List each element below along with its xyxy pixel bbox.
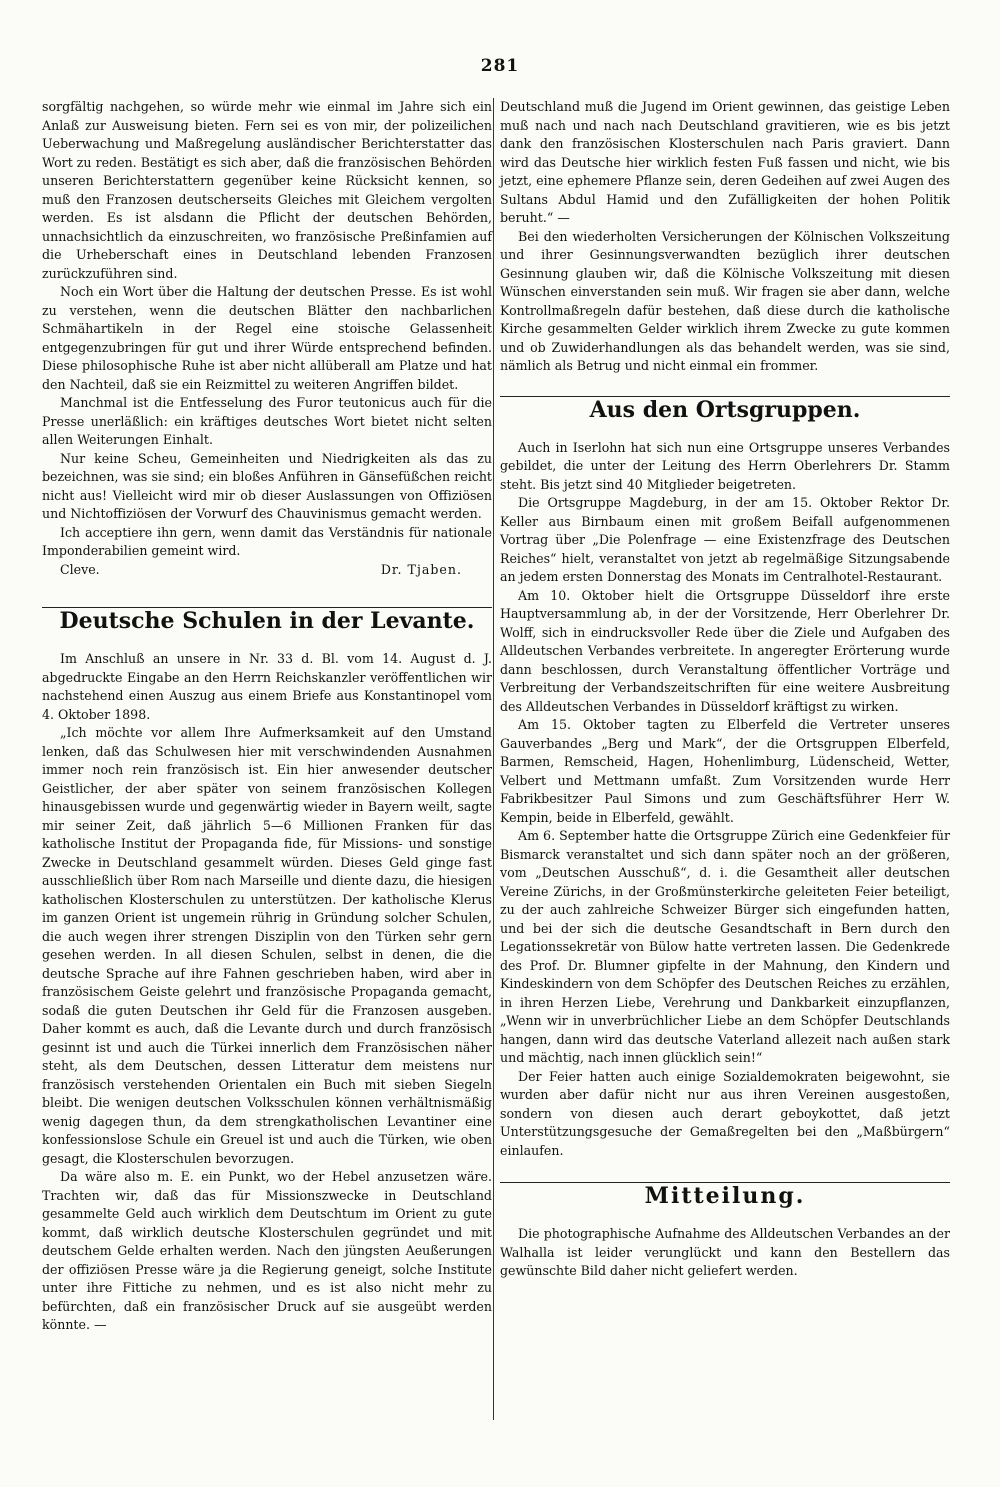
signature-name: Dr. Tjaben.: [380, 561, 462, 577]
paragraph: Am 15. Oktober tagten zu Elberfeld die Vertreter unseres Gauverbandes „Berg und Mark“, der die Ortsgruppen Elberfeld, Barmen, Remscheid, Hagen, Hohenlimburg, Lüdenscheid, Wetter, Velbert und Mettmann umfaßt. Zum Vorsitzenden wurde Herr Fabrikbesitzer Paul Simons und zum Geschäftsführer Herr W. Kempin, beide in Elberfeld, gewählt.: [500, 717, 950, 825]
paragraph: Die Ortsgruppe Magdeburg, in der am 15. Oktober Rektor Dr. Keller aus Birnbaum einen mit großem Beifall aufgenommenen Vortrag über „Die Polenfrage — eine Existenzfrage des Deutschen Reiches“ hielt, veranstaltet von jetzt ab regelmäßige Sitzungsabende an jedem ersten Donnerstag des Monats im Centralhotel-Restaurant.: [500, 495, 950, 584]
section-heading-ortsgruppen: Aus den Ortsgruppen.: [500, 396, 950, 423]
left-column: [42, 98, 492, 1335]
paragraph: Am 10. Oktober hielt die Ortsgruppe Düsseldorf ihre erste Hauptversammlung ab, in der der Vorsitzende, Herr Oberlehrer Dr. Wolff, sich in eindrucksvoller Rede über die Ziele und Aufgaben des Alldeutschen Verbandes verbreitete. In angeregter Erörterung wurde dann beschlossen, durch Veranstaltung öffentlicher Vorträge und Verbreitung der Verbandszeitschriften für eine weitere Ausbreitung des Alldeutschen Verbandes in Düsseldorf kräftigst zu wirken.: [500, 587, 950, 714]
column-divider: [493, 98, 494, 1420]
page-number: 281: [480, 56, 520, 76]
paragraph: Noch ein Wort über die Haltung der deutschen Presse. Es ist wohl zu verstehen, wenn die deutschen Blätter den nachbarlichen Schmähartikeln in der Regel eine stoische Gelassenheit entgegenzubringen für gut und ihrer Würde entsprechend befinden. Diese philosophische Ruhe ist aber nicht allüberall am Platze und hat den Nachteil, daß sie ein Reizmittel zu weiteren Angriffen bildet.: [42, 284, 492, 392]
right-column: [500, 98, 950, 1281]
section-heading-mitteilung: Mitteilung.: [500, 1182, 950, 1209]
paragraph: Ich acceptiere ihn gern, wenn damit das Verständnis für nationale Imponderabilien gemeint wird.: [42, 524, 492, 558]
paragraph: Auch in Iserlohn hat sich nun eine Ortsgruppe unseres Verbandes gebildet, die unter der Leitung des Herrn Oberlehrers Dr. Stamm steht. Bis jetzt sind 40 Mitglieder beigetreten.: [500, 439, 950, 492]
paragraph: Bei den wiederholten Versicherungen der Kölnischen Volkszeitung und ihrer Gesinnungsverwandten bezüglich ihrer deutschen Gesinnung glauben wir, daß die Kölnische Volkszeitung mit diesen Wünschen einverstanden sein muß. Wir fragen sie aber dann, welche Kontrollmaßregeln dafür bestehen, daß diese durch die katholische Kirche gesammelten Gelder wirklich ihrem Zwecke zu gute kommen und ob Zuwiderhandlungen als das behandelt werden, was sie sind, nämlich als Betrug und nicht einmal ein frommer.: [500, 228, 950, 373]
signature-line: [42, 561, 492, 580]
paragraph: Am 6. September hatte die Ortsgruppe Zürich eine Gedenkfeier für Bismarck veranstaltet und sich dann später noch an der größeren, vom „Deutschen Ausschuß“, d. i. die Gesamtheit aller deutschen Vereine Zürichs, in der Großmünsterkirche geleiteten Feier beteiligt, zu der auch zahlreiche Schweizer Bürger sich eingefunden hatten, und bei der sich die deutsche Gesandtschaft in Bern durch den Legationssekretär von Bülow hatte vertreten lassen. Die Gedenkrede des Prof. Dr. Blumner gipfelte in der Mahnung, den Kindern und Kindeskindern von dem Schöpfer des Deutschen Reiches zu erzählen, in ihren Herzen Liebe, Verehrung und Dankbarkeit einzupflanzen, „Wenn wir in unverbrüchlicher Liebe an dem Schöpfer Deutschlands hangen, dann wird das deutsche Vaterland allezeit nach außen stark und mächtig, nach innen glücklich sein!“: [500, 828, 950, 1065]
paragraph: sorgfältig nachgehen, so würde mehr wie einmal im Jahre sich ein Anlaß zur Ausweisung bieten. Fern sei es von mir, der polizeilichen Ueberwachung und Maßregelung ausländischer Berichterstatter das Wort zu reden. Bestätigt es sich aber, daß die französischen Behörden unseren Berichterstattern gegenüber keine Rücksicht kennen, so muß den Franzosen deutscherseits Gleiches mit Gleichem vergolten werden. Es ist alsdann die Pflicht der deutschen Behörden, unnachsichtlich da einzuschreiten, wo französische Preßinfamien auf die Urheberschaft eines in Deutschland lebenden Franzosen zurückzuführen sind.: [42, 99, 492, 281]
paragraph: Deutschland muß die Jugend im Orient gewinnen, das geistige Leben muß nach und nach nach Deutschland gravitieren, wie es bis jetzt dank den französischen Klosterschulen nach Paris graviert. Dann wird das Deutsche hier wirklich festen Fuß fassen und nicht, wie bis jetzt, eine ephemere Pflanze sein, deren Gedeihen auf zwei Augen des Sultans Abdul Hamid und den Zufälligkeiten der hohen Politik beruht.“ —: [500, 99, 950, 225]
paragraph: Die photographische Aufnahme des Alldeutschen Verbandes an der Walhalla ist leider verunglückt und kann den Bestellern das gewünschte Bild daher nicht geliefert werden.: [500, 1226, 950, 1278]
paragraph: Manchmal ist die Entfesselung des Furor teutonicus auch für die Presse unerläßlich: ein kräftiges deutsches Wort bietet nicht selten allen Weiterungen Einhalt.: [42, 395, 492, 447]
paragraph: Nur keine Scheu, Gemeinheiten und Niedrigkeiten als das zu bezeichnen, was sie sind; ein bloßes Anführen in Gänsefüßchen reicht nicht aus! Vielleicht wird mir ob dieser Auslassungen von Offiziösen und Nichtoffiziösen der Vorwurf des Chauvinismus gemacht werden.: [42, 450, 492, 521]
paragraph: Der Feier hatten auch einige Sozialdemokraten beigewohnt, sie wurden aber dafür nicht nur aus ihren Vereinen ausgestoßen, sondern von diesen auch derart geboykottet, daß jetzt Unterstützungsgesuche der Gemaßregelten bei den „Maßbürgern“ einlaufen.: [500, 1068, 950, 1158]
signature-place: Cleve.: [60, 561, 100, 577]
paragraph: Da wäre also m. E. ein Punkt, wo der Hebel anzusetzen wäre. Trachten wir, daß das für Missionszwecke in Deutschland gesammelte Geld auch wirklich dem Deutschtum im Orient zu gute kommt, daß wirklich deutsche Klosterschulen gegründet und mit deutschem Gelde erhalten werden. Nach den jüngsten Aeußerungen der offiziösen Presse wäre ja die Regierung geneigt, solche Institute unter ihre Fittiche zu nehmen, und es ist also nicht mehr zu befürchten, daß ein französischer Druck auf sie ausgeübt werden könnte. —: [42, 1169, 492, 1332]
paragraph: „Ich möchte vor allem Ihre Aufmerksamkeit auf den Umstand lenken, daß das Schulwesen hier mit verschwindenden Ausnahmen immer noch rein französisch ist. Ein hier anwesender deutscher Geistlicher, der aber später von seinem französischen Kollegen hinausgebissen wurde und gegenwärtig wieder in Bayern weilt, sagte mir seiner Zeit, daß jährlich 5—6 Millionen Franken für das katholische Institut der Propaganda fide, für Missions- und sonstige Zwecke in Deutschland gesammelt würden. Dieses Geld ginge fast ausschließlich über Rom nach Marseille und diente dazu, die hiesigen katholischen Klosterschulen zu unterstützen. Der katholische Klerus im ganzen Orient ist ungemein rührig in Gründung solcher Schulen, die auch wegen ihrer strengen Disziplin von den Türken sehr gern gesehen werden. In all diesen Schulen, selbst in denen, die die deutsche Sprache auf ihre Fahnen geschrieben haben, wird aber in französischem Geiste gelehrt und französische Propaganda gemacht, sodaß die guten Deutschen ihr Geld für die Franzosen ausgeben. Daher kommt es auch, daß die Levante durch und durch französisch gesinnt ist und auch die Türkei innerlich dem Französischen näher steht, als dem Deutschen, dessen Litteratur dem meistens nur französisch verstehenden Orientalen ein Buch mit sieben Siegeln bleibt. Die wenigen deutschen Volksschulen können verhältnismäßig wenig dagegen thun, da dem strengkatholischen Levantiner eine konfessionslose Schule ein Greuel ist und auch die Türken, wie oben gesagt, die Klosterschulen bevorzugen.: [42, 725, 492, 1166]
paragraph: Im Anschluß an unsere in Nr. 33 d. Bl. vom 14. August d. J. abgedruckte Eingabe an den Herrn Reichskanzler veröffentlichen wir nachstehend einen Auszug aus einem Briefe aus Konstantinopel vom 4. Oktober 1898.: [42, 651, 492, 722]
section-heading-schulen: Deutsche Schulen in der Levante.: [42, 607, 492, 634]
